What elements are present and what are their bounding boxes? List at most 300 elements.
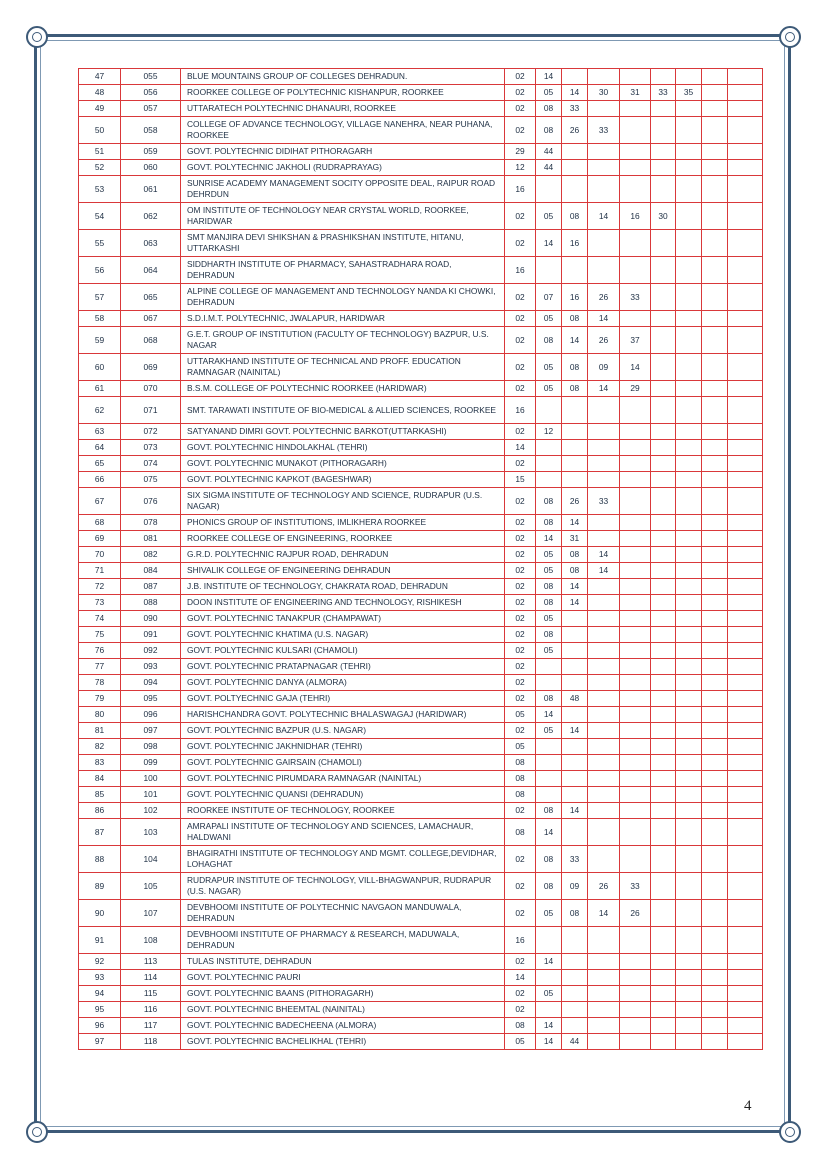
branch-code-cell [588,643,620,659]
table-row [79,846,763,873]
branch-code-cell [651,723,676,739]
table-row [79,1002,763,1018]
branch-code-cell: 02 [505,691,536,707]
table-row [79,85,763,101]
branch-code-cell: 15 [505,472,536,488]
branch-code-cell: 14 [536,819,562,846]
branch-code-cell [651,69,676,85]
branch-code-cell: 14 [562,85,588,101]
branch-code-cell [651,643,676,659]
branch-code-cell: 05 [536,723,562,739]
branch-code-cell [651,472,676,488]
branch-code-cell [651,755,676,771]
branch-code-cell [702,176,728,203]
branch-code-cell: 05 [536,611,562,627]
branch-code-cell: 44 [536,160,562,176]
branch-code-cell [702,311,728,327]
branch-code-cell [676,284,702,311]
branch-code-cell [588,456,620,472]
branch-code-cell [702,327,728,354]
institute-code-cell: 065 [121,284,181,311]
branch-code-cell: 33 [562,101,588,117]
branch-code-cell: 05 [505,739,536,755]
branch-code-cell [728,691,763,707]
branch-code-cell [676,160,702,176]
table-row [79,819,763,846]
branch-code-cell: 08 [505,755,536,771]
branch-code-cell [676,846,702,873]
table-row [79,160,763,176]
serial-number-cell: 71 [79,563,121,579]
branch-code-cell [562,472,588,488]
branch-code-cell [676,176,702,203]
branch-code-cell: 08 [562,563,588,579]
institute-code-cell: 091 [121,627,181,643]
table-row [79,257,763,284]
branch-code-cell [702,819,728,846]
serial-number-cell: 90 [79,900,121,927]
serial-number-cell: 73 [79,595,121,611]
branch-code-cell [588,101,620,117]
serial-number-cell: 85 [79,787,121,803]
branch-code-cell [536,257,562,284]
branch-code-cell [728,739,763,755]
branch-code-cell: 31 [620,85,651,101]
branch-code-cell [620,803,651,819]
branch-code-cell [728,424,763,440]
serial-number-cell: 49 [79,101,121,117]
branch-code-cell [728,257,763,284]
branch-code-cell [651,627,676,643]
branch-code-cell: 05 [536,900,562,927]
branch-code-cell [588,659,620,675]
branch-code-cell: 33 [620,284,651,311]
table-row [79,803,763,819]
branch-code-cell [702,230,728,257]
branch-code-cell: 44 [562,1034,588,1050]
branch-code-cell: 16 [505,397,536,424]
branch-code-cell: 08 [562,354,588,381]
institute-code-cell: 069 [121,354,181,381]
serial-number-cell: 87 [79,819,121,846]
institute-name-cell: BLUE MOUNTAINS GROUP OF COLLEGES DEHRADUN. [181,69,505,85]
institute-code-cell: 057 [121,101,181,117]
branch-code-cell [562,771,588,787]
branch-code-cell: 30 [651,203,676,230]
institute-code-cell: 100 [121,771,181,787]
table-row [79,595,763,611]
branch-code-cell [728,327,763,354]
branch-code-cell [728,144,763,160]
table-row [79,230,763,257]
branch-code-cell: 08 [536,117,562,144]
institute-code-cell: 098 [121,739,181,755]
table-row [79,900,763,927]
branch-code-cell [702,739,728,755]
serial-number-cell: 89 [79,873,121,900]
serial-number-cell: 55 [79,230,121,257]
serial-number-cell: 75 [79,627,121,643]
serial-number-cell: 84 [79,771,121,787]
branch-code-cell: 08 [562,547,588,563]
branch-code-cell [651,707,676,723]
branch-code-cell: 33 [562,846,588,873]
institute-name-cell: GOVT. POLTYECHNIC GAJA (TEHRI) [181,691,505,707]
branch-code-cell: 16 [505,927,536,954]
branch-code-cell: 26 [562,117,588,144]
branch-code-cell: 26 [588,873,620,900]
serial-number-cell: 66 [79,472,121,488]
branch-code-cell [676,531,702,547]
branch-code-cell: 08 [536,803,562,819]
institute-code-cell: 072 [121,424,181,440]
institute-code-cell: 081 [121,531,181,547]
branch-code-cell: 08 [562,381,588,397]
branch-code-cell [702,424,728,440]
table-row [79,311,763,327]
branch-code-cell [676,230,702,257]
branch-code-cell: 05 [536,381,562,397]
branch-code-cell [651,381,676,397]
institute-name-cell: SIDDHARTH INSTITUTE OF PHARMACY, SAHASTRADHARA ROAD, DEHRADUN [181,257,505,284]
branch-code-cell [676,803,702,819]
branch-code-cell [651,144,676,160]
institute-code-cell: 118 [121,1034,181,1050]
branch-code-cell [620,927,651,954]
branch-code-cell [651,1002,676,1018]
serial-number-cell: 97 [79,1034,121,1050]
branch-code-cell [702,101,728,117]
branch-code-cell [676,787,702,803]
institute-code-cell: 055 [121,69,181,85]
branch-code-cell [676,873,702,900]
branch-code-cell [620,771,651,787]
branch-code-cell: 02 [505,659,536,675]
branch-code-cell [536,787,562,803]
branch-code-cell [728,1034,763,1050]
branch-code-cell [702,85,728,101]
branch-code-cell: 08 [536,627,562,643]
branch-code-cell [651,354,676,381]
branch-code-cell [588,397,620,424]
branch-code-cell [676,755,702,771]
branch-code-cell [728,515,763,531]
branch-code-cell: 14 [536,531,562,547]
branch-code-cell [728,85,763,101]
institute-name-cell: S.D.I.M.T. POLYTECHNIC, JWALAPUR, HARIDWAR [181,311,505,327]
serial-number-cell: 88 [79,846,121,873]
institute-name-cell: DEVBHOOMI INSTITUTE OF POLYTECHNIC NAVGAON MANDUWALA, DEHRADUN [181,900,505,927]
branch-code-cell [562,986,588,1002]
branch-code-cell: 02 [505,873,536,900]
branch-code-cell: 14 [536,954,562,970]
branch-code-cell [676,472,702,488]
serial-number-cell: 58 [79,311,121,327]
serial-number-cell: 77 [79,659,121,675]
branch-code-cell [536,659,562,675]
branch-code-cell [728,69,763,85]
serial-number-cell: 60 [79,354,121,381]
branch-code-cell [728,472,763,488]
branch-code-cell: 05 [536,203,562,230]
branch-code-cell [728,284,763,311]
serial-number-cell: 61 [79,381,121,397]
branch-code-cell [588,230,620,257]
branch-code-cell [676,1034,702,1050]
serial-number-cell: 63 [79,424,121,440]
branch-code-cell [702,144,728,160]
branch-code-cell [588,819,620,846]
branch-code-cell [676,144,702,160]
branch-code-cell: 33 [588,117,620,144]
institute-name-cell: DOON INSTITUTE OF ENGINEERING AND TECHNOLOGY, RISHIKESH [181,595,505,611]
branch-code-cell [702,954,728,970]
branch-code-cell: 02 [505,547,536,563]
table-row [79,472,763,488]
serial-number-cell: 74 [79,611,121,627]
branch-code-cell: 02 [505,1002,536,1018]
branch-code-cell: 16 [505,257,536,284]
branch-code-cell [728,595,763,611]
institute-name-cell: G.R.D. POLYTECHNIC RAJPUR ROAD, DEHRADUN [181,547,505,563]
branch-code-cell [562,611,588,627]
branch-code-cell [728,954,763,970]
branch-code-cell [651,456,676,472]
institute-code-cell: 117 [121,1018,181,1034]
branch-code-cell: 29 [505,144,536,160]
institute-code-cell: 060 [121,160,181,176]
branch-code-cell [562,397,588,424]
branch-code-cell [728,579,763,595]
institute-code-cell: 062 [121,203,181,230]
branch-code-cell [651,531,676,547]
branch-code-cell: 14 [588,311,620,327]
branch-code-cell [651,547,676,563]
branch-code-cell [620,440,651,456]
branch-code-cell [536,176,562,203]
branch-code-cell: 05 [536,85,562,101]
table-row [79,203,763,230]
branch-code-cell [620,311,651,327]
branch-code-cell [562,707,588,723]
institute-name-cell: HARISHCHANDRA GOVT. POLYTECHNIC BHALASWAGAJ (HARIDWAR) [181,707,505,723]
branch-code-cell [702,257,728,284]
institute-code-cell: 114 [121,970,181,986]
branch-code-cell: 08 [562,900,588,927]
branch-code-cell [702,755,728,771]
branch-code-cell [728,803,763,819]
institute-name-cell: GOVT. POLYTECHNIC DANYA (ALMORA) [181,675,505,691]
branch-code-cell [562,1002,588,1018]
branch-code-cell [702,611,728,627]
branch-code-cell [702,787,728,803]
branch-code-cell [676,627,702,643]
branch-code-cell [562,970,588,986]
table-row [79,424,763,440]
branch-code-cell: 33 [620,873,651,900]
table-row [79,643,763,659]
serial-number-cell: 70 [79,547,121,563]
branch-code-cell [702,1018,728,1034]
branch-code-cell [536,472,562,488]
branch-code-cell: 08 [505,771,536,787]
branch-code-cell [702,203,728,230]
branch-code-cell [620,472,651,488]
institute-code-cell: 092 [121,643,181,659]
serial-number-cell: 78 [79,675,121,691]
branch-code-cell: 02 [505,627,536,643]
branch-code-cell [676,643,702,659]
table-row [79,354,763,381]
branch-code-cell [588,1002,620,1018]
branch-code-cell [536,440,562,456]
branch-code-cell [536,397,562,424]
branch-code-cell [562,787,588,803]
branch-code-cell: 08 [536,515,562,531]
institute-code-cell: 059 [121,144,181,160]
branch-code-cell [620,723,651,739]
branch-code-cell: 08 [536,595,562,611]
branch-code-cell: 08 [505,787,536,803]
table-row [79,954,763,970]
institute-name-cell: BHAGIRATHI INSTITUTE OF TECHNOLOGY AND MGMT. COLLEGE,DEVIDHAR, LOHAGHAT [181,846,505,873]
institute-name-cell: GOVT. POLYTECHNIC KHATIMA (U.S. NAGAR) [181,627,505,643]
institute-name-cell: COLLEGE OF ADVANCE TECHNOLOGY, VILLAGE NANEHRA, NEAR PUHANA, ROORKEE [181,117,505,144]
branch-code-cell [702,531,728,547]
branch-code-cell [620,643,651,659]
institute-code-cell: 063 [121,230,181,257]
branch-code-cell [676,203,702,230]
branch-code-cell: 14 [588,547,620,563]
branch-code-cell [676,311,702,327]
branch-code-cell [536,675,562,691]
branch-code-cell [620,1018,651,1034]
branch-code-cell: 02 [505,675,536,691]
branch-code-cell [620,488,651,515]
branch-code-cell [676,101,702,117]
institute-code-cell: 093 [121,659,181,675]
branch-code-cell [676,771,702,787]
serial-number-cell: 51 [79,144,121,160]
branch-code-cell [588,69,620,85]
institute-name-cell: G.E.T. GROUP OF INSTITUTION (FACULTY OF TECHNOLOGY) BAZPUR, U.S. NAGAR [181,327,505,354]
institute-code-cell: 068 [121,327,181,354]
table-row [79,144,763,160]
table-row [79,675,763,691]
branch-code-cell [562,627,588,643]
institute-code-cell: 103 [121,819,181,846]
branch-code-cell [620,424,651,440]
branch-code-cell [676,675,702,691]
branch-code-cell [588,1018,620,1034]
institute-name-cell: GOVT. POLYTECHNIC PIRUMDARA RAMNAGAR (NAINITAL) [181,771,505,787]
institute-name-cell: UTTARATECH POLYTECHNIC DHANAURI, ROORKEE [181,101,505,117]
branch-code-cell: 35 [676,85,702,101]
institute-name-cell: GOVT. POLYTECHNIC DIDIHAT PITHORAGARH [181,144,505,160]
branch-code-cell: 14 [536,1034,562,1050]
institute-name-cell: ALPINE COLLEGE OF MANAGEMENT AND TECHNOLOGY NANDA KI CHOWKI, DEHRADUN [181,284,505,311]
table-row [79,1034,763,1050]
branch-code-cell [676,440,702,456]
serial-number-cell: 48 [79,85,121,101]
branch-code-cell [676,424,702,440]
branch-code-cell: 14 [562,515,588,531]
branch-code-cell [588,515,620,531]
branch-code-cell: 14 [536,1018,562,1034]
branch-code-cell [676,723,702,739]
corner-ornament-top-left [26,26,48,48]
branch-code-cell [620,397,651,424]
institute-code-cell: 087 [121,579,181,595]
serial-number-cell: 79 [79,691,121,707]
institutes-branch-table [78,68,763,1050]
branch-code-cell [588,846,620,873]
serial-number-cell: 52 [79,160,121,176]
branch-code-cell [651,986,676,1002]
serial-number-cell: 83 [79,755,121,771]
branch-code-cell [536,456,562,472]
branch-code-cell [676,595,702,611]
branch-code-cell: 08 [536,873,562,900]
institute-code-cell: 116 [121,1002,181,1018]
branch-code-cell: 02 [505,69,536,85]
branch-code-cell [651,691,676,707]
branch-code-cell: 44 [536,144,562,160]
branch-code-cell: 14 [505,970,536,986]
branch-code-cell [702,927,728,954]
serial-number-cell: 86 [79,803,121,819]
institute-name-cell: J.B. INSTITUTE OF TECHNOLOGY, CHAKRATA ROAD, DEHRADUN [181,579,505,595]
branch-code-cell [702,397,728,424]
branch-code-cell: 37 [620,327,651,354]
branch-code-cell [676,456,702,472]
serial-number-cell: 72 [79,579,121,595]
branch-code-cell: 02 [505,381,536,397]
institute-name-cell: SHIVALIK COLLEGE OF ENGINEERING DEHRADUN [181,563,505,579]
branch-code-cell: 07 [536,284,562,311]
institute-name-cell: GOVT. POLYTECHNIC MUNAKOT (PITHORAGARH) [181,456,505,472]
branch-code-cell [620,787,651,803]
branch-code-cell [620,69,651,85]
branch-code-cell [676,819,702,846]
institute-code-cell: 075 [121,472,181,488]
institute-name-cell: GOVT. POLYTECHNIC JAKHNIDHAR (TEHRI) [181,739,505,755]
branch-code-cell: 02 [505,515,536,531]
branch-code-cell: 02 [505,723,536,739]
branch-code-cell: 08 [536,327,562,354]
branch-code-cell [651,787,676,803]
branch-code-cell [620,176,651,203]
branch-code-cell [620,627,651,643]
branch-code-cell: 02 [505,900,536,927]
serial-number-cell: 96 [79,1018,121,1034]
institute-code-cell: 088 [121,595,181,611]
institute-name-cell: DEVBHOOMI INSTITUTE OF PHARMACY & RESEARCH, MADUWALA, DEHRADUN [181,927,505,954]
branch-code-cell [728,1002,763,1018]
branch-code-cell: 33 [651,85,676,101]
branch-code-cell [651,846,676,873]
branch-code-cell: 16 [562,230,588,257]
branch-code-cell [588,611,620,627]
branch-code-cell [702,563,728,579]
institute-name-cell: GOVT. POLYTECHNIC HINDOLAKHAL (TEHRI) [181,440,505,456]
institute-code-cell: 113 [121,954,181,970]
branch-code-cell [728,203,763,230]
branch-code-cell [651,284,676,311]
branch-code-cell [702,456,728,472]
branch-code-cell [651,488,676,515]
branch-code-cell: 02 [505,803,536,819]
